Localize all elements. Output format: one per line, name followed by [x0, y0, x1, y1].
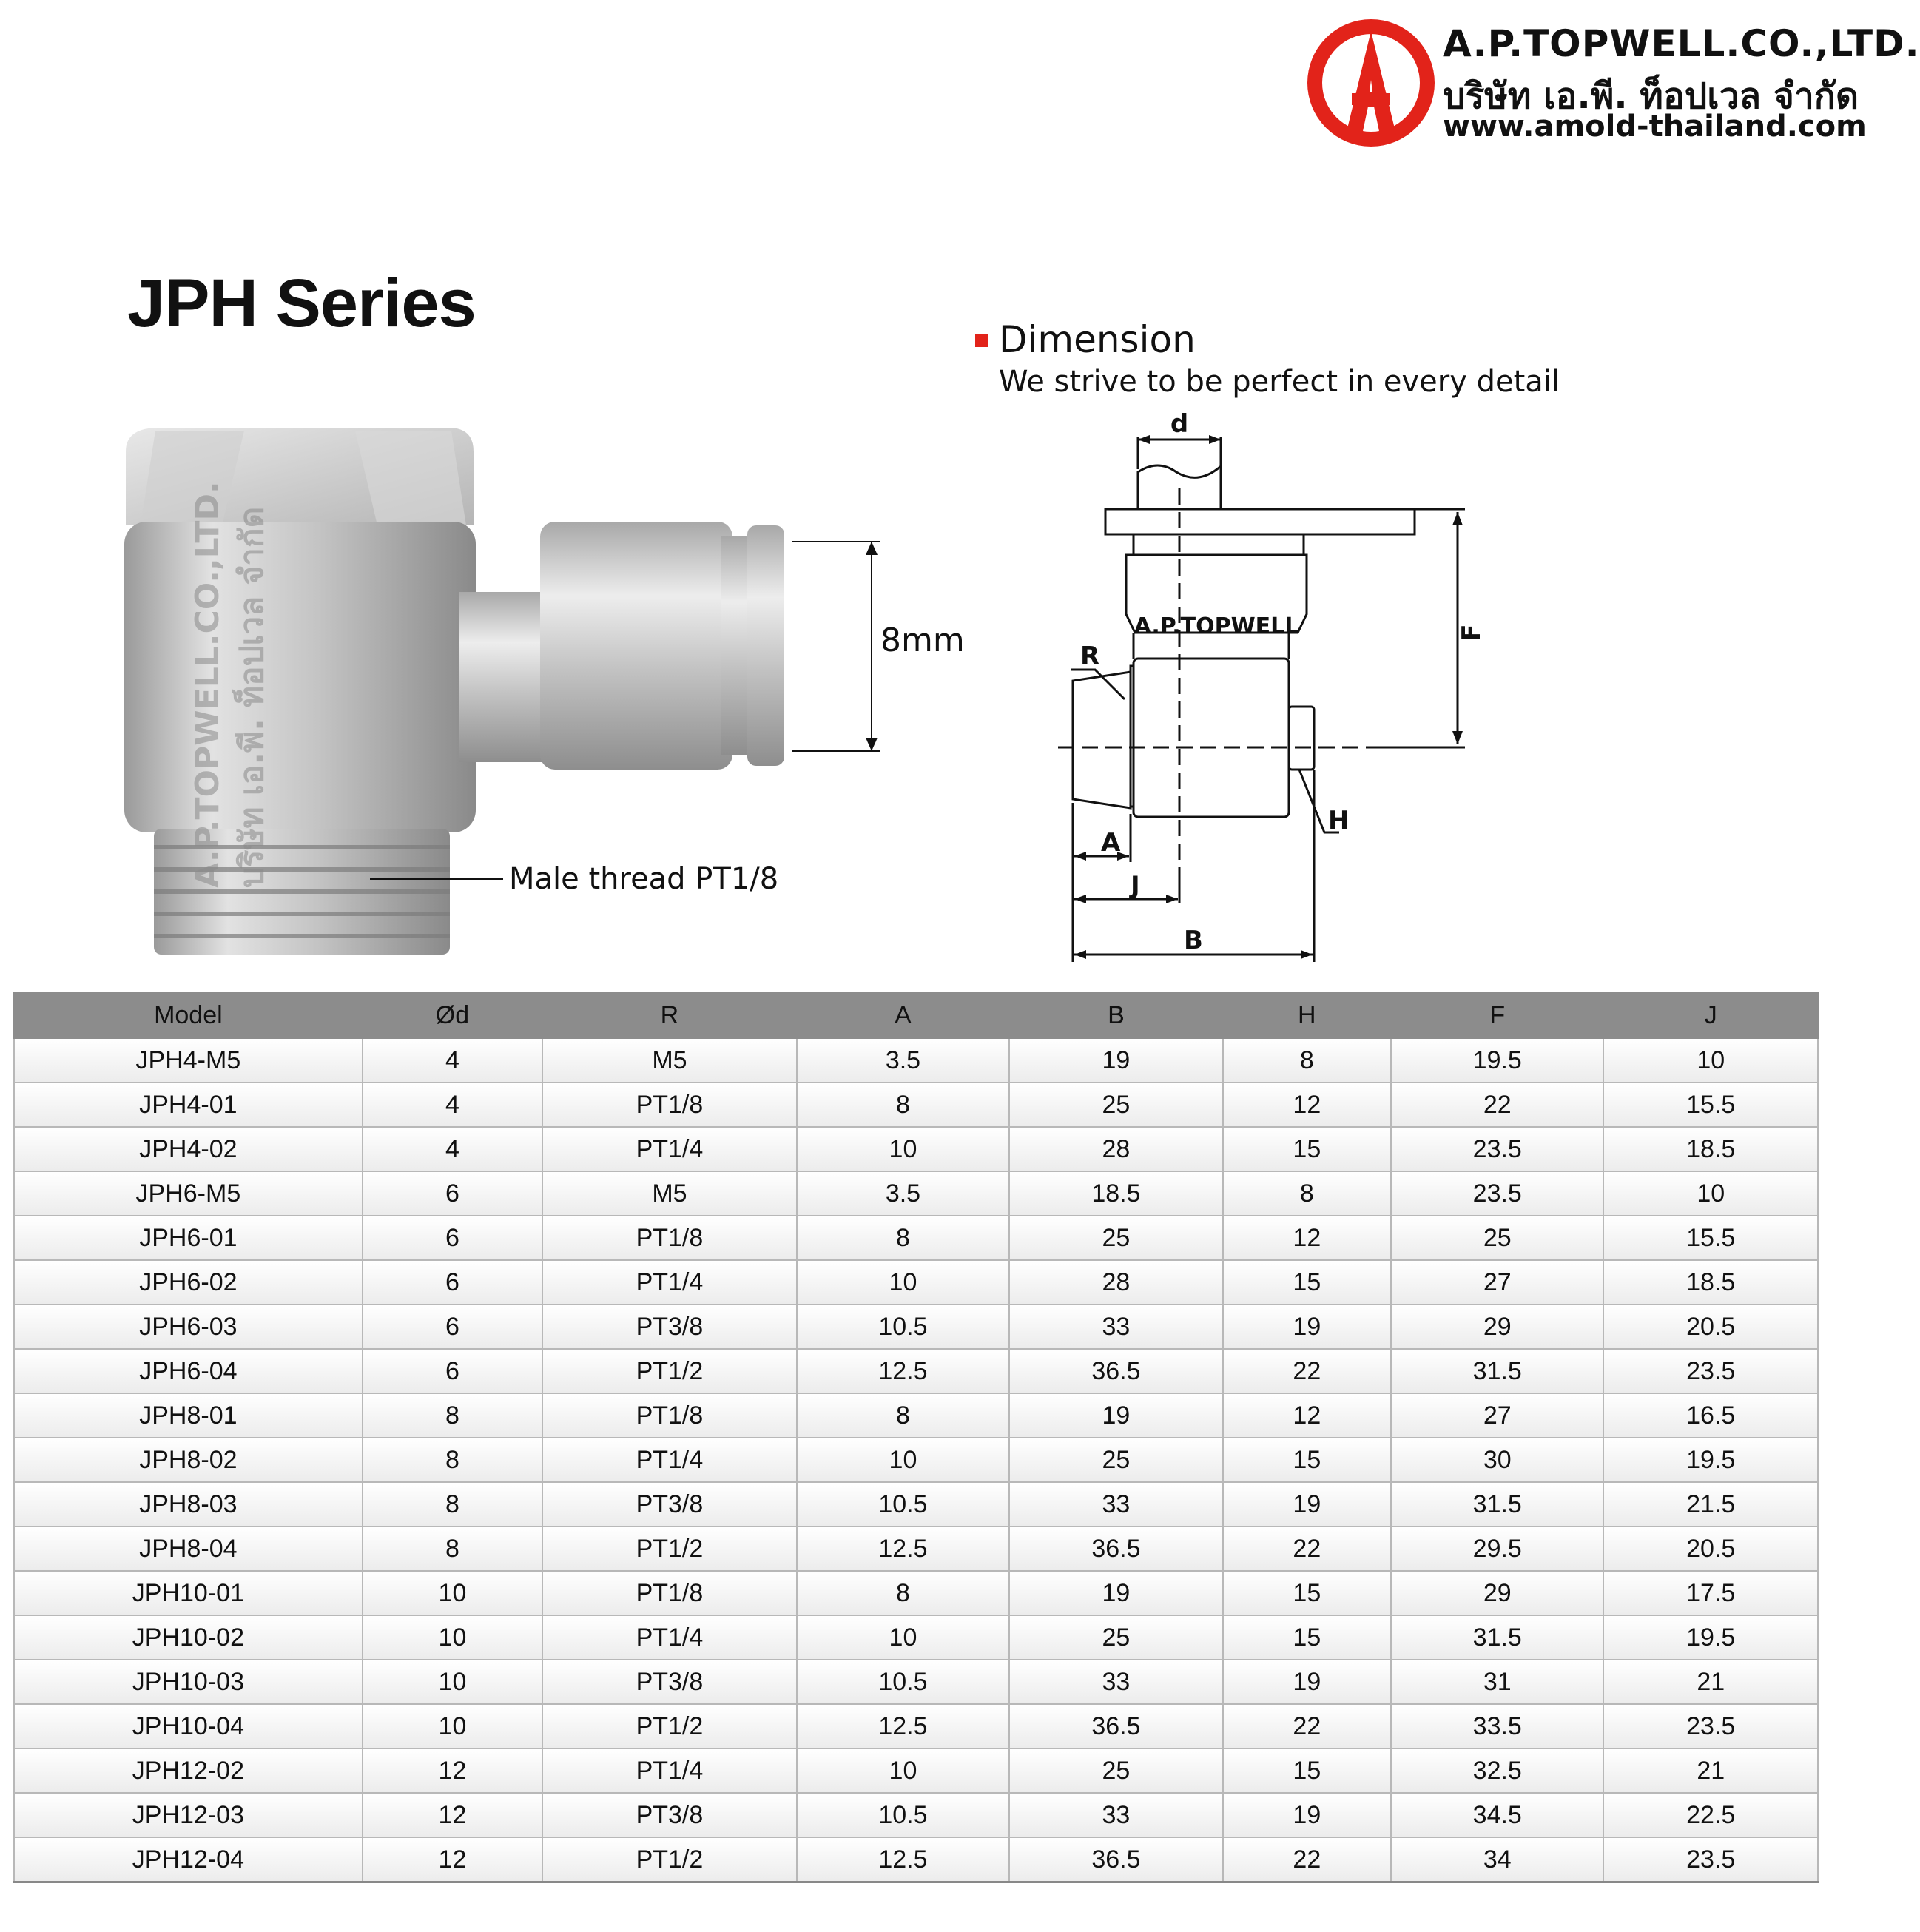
- table-row: [14, 1837, 1818, 1882]
- jph-dimension-drawing: [1080, 409, 1546, 977]
- column-header: F: [1391, 992, 1603, 1038]
- drawing-label-f: F: [1457, 624, 1486, 642]
- column-header: J: [1603, 992, 1818, 1038]
- table-cell: 10.5: [797, 1482, 1009, 1527]
- company-name-en: A.P.TOPWELL.CO.,LTD.: [1443, 22, 1920, 65]
- table-cell: 10: [363, 1660, 542, 1704]
- table-cell: PT1/2: [542, 1837, 797, 1882]
- table-cell: 10: [363, 1571, 542, 1615]
- table-cell: 36.5: [1009, 1349, 1222, 1393]
- table-cell: 23.5: [1603, 1837, 1818, 1882]
- table-cell: 10.5: [797, 1660, 1009, 1704]
- table-cell: 12.5: [797, 1527, 1009, 1571]
- table-cell: 27: [1391, 1393, 1603, 1438]
- table-cell: 31.5: [1391, 1482, 1603, 1527]
- table-cell: PT1/2: [542, 1349, 797, 1393]
- table-cell: 10: [363, 1615, 542, 1660]
- table-cell: 6: [363, 1305, 542, 1349]
- dimension-subtitle: We strive to be perfect in every detail: [999, 365, 1560, 399]
- elbow-body: [124, 522, 476, 832]
- table-cell: 12.5: [797, 1704, 1009, 1748]
- table-cell: 10: [797, 1260, 1009, 1305]
- column-header: Model: [14, 992, 363, 1038]
- table-cell: 19.5: [1391, 1038, 1603, 1083]
- table-cell: 10: [1603, 1171, 1818, 1216]
- table-body: [14, 1038, 1818, 1882]
- table-cell: JPH4-01: [14, 1083, 363, 1127]
- company-website[interactable]: www.amold-thailand.com: [1443, 110, 1867, 144]
- table-cell: 4: [363, 1038, 542, 1083]
- table-row: [14, 1660, 1818, 1704]
- column-header: H: [1223, 992, 1391, 1038]
- table-cell: 21.5: [1603, 1482, 1818, 1527]
- release-collar: [747, 525, 784, 766]
- table-cell: JPH4-02: [14, 1127, 363, 1171]
- table-cell: 10.5: [797, 1793, 1009, 1837]
- drawing-body: [1134, 659, 1289, 817]
- table-cell: 19: [1223, 1482, 1391, 1527]
- table-cell: PT1/8: [542, 1083, 797, 1127]
- table-cell: 15: [1223, 1260, 1391, 1305]
- table-cell: 22: [1223, 1837, 1391, 1882]
- table-cell: 12.5: [797, 1349, 1009, 1393]
- table-cell: 15: [1223, 1571, 1391, 1615]
- table-cell: 15.5: [1603, 1216, 1818, 1260]
- table-cell: 10: [797, 1438, 1009, 1482]
- drawing-label-a: A: [1101, 828, 1121, 858]
- table-cell: 12: [363, 1748, 542, 1793]
- table-cell: 25: [1009, 1438, 1222, 1482]
- table-cell: 8: [363, 1482, 542, 1527]
- table-cell: 19.5: [1603, 1615, 1818, 1660]
- table-header-row: [14, 992, 1818, 1038]
- table-cell: 27: [1391, 1260, 1603, 1305]
- table-cell: 19: [1223, 1793, 1391, 1837]
- table-row: [14, 1171, 1818, 1216]
- table-cell: PT1/8: [542, 1393, 797, 1438]
- table-cell: 8: [797, 1083, 1009, 1127]
- table-cell: 23.5: [1603, 1349, 1818, 1393]
- table-cell: M5: [542, 1038, 797, 1083]
- table-cell: PT1/4: [542, 1748, 797, 1793]
- table-cell: 33: [1009, 1660, 1222, 1704]
- table-cell: PT1/4: [542, 1438, 797, 1482]
- table-cell: 20.5: [1603, 1305, 1818, 1349]
- table-cell: 29.5: [1391, 1527, 1603, 1571]
- table-cell: JPH4-M5: [14, 1038, 363, 1083]
- table-cell: 15: [1223, 1748, 1391, 1793]
- table-row: [14, 1349, 1818, 1393]
- table-cell: 33: [1009, 1793, 1222, 1837]
- table-cell: PT1/2: [542, 1704, 797, 1748]
- table-cell: 8: [363, 1438, 542, 1482]
- table-cell: JPH12-02: [14, 1748, 363, 1793]
- table-cell: 8: [1223, 1171, 1391, 1216]
- photo-watermark-en: A.P.TOPWELL.CO.,LTD.: [189, 481, 226, 888]
- table-cell: 19: [1009, 1571, 1222, 1615]
- table-cell: PT1/4: [542, 1260, 797, 1305]
- table-cell: 10.5: [797, 1305, 1009, 1349]
- table-row: [14, 1038, 1818, 1083]
- column-header: Ød: [363, 992, 542, 1038]
- table-cell: 25: [1009, 1748, 1222, 1793]
- table-cell: PT3/8: [542, 1793, 797, 1837]
- table-cell: 25: [1009, 1083, 1222, 1127]
- table-row: [14, 1527, 1818, 1571]
- table-row: [14, 1216, 1818, 1260]
- drawing-label-h: H: [1328, 806, 1350, 835]
- table-cell: 20.5: [1603, 1527, 1818, 1571]
- table-cell: 28: [1009, 1127, 1222, 1171]
- table-cell: 12: [1223, 1393, 1391, 1438]
- table-cell: 31.5: [1391, 1615, 1603, 1660]
- table-cell: 12: [1223, 1083, 1391, 1127]
- table-cell: 33: [1009, 1305, 1222, 1349]
- table-cell: 16.5: [1603, 1393, 1818, 1438]
- table-row: [14, 1793, 1818, 1837]
- table-cell: JPH12-03: [14, 1793, 363, 1837]
- table-cell: 8: [797, 1216, 1009, 1260]
- table-cell: 15: [1223, 1438, 1391, 1482]
- table-cell: 36.5: [1009, 1527, 1222, 1571]
- tube-size-label: 8mm: [880, 622, 965, 659]
- table-cell: 8: [1223, 1038, 1391, 1083]
- spec-table: [13, 992, 1819, 1883]
- table-cell: 10: [797, 1615, 1009, 1660]
- table-cell: 19: [1223, 1305, 1391, 1349]
- table-cell: 4: [363, 1083, 542, 1127]
- push-in-body: [540, 522, 732, 770]
- table-cell: JPH10-02: [14, 1615, 363, 1660]
- table-cell: 22: [1223, 1704, 1391, 1748]
- table-cell: M5: [542, 1171, 797, 1216]
- table-row: [14, 1748, 1818, 1793]
- table-cell: JPH12-04: [14, 1837, 363, 1882]
- table-cell: 19: [1009, 1393, 1222, 1438]
- table-cell: 34.5: [1391, 1793, 1603, 1837]
- table-cell: 10: [797, 1748, 1009, 1793]
- table-row: [14, 1083, 1818, 1127]
- table-cell: 6: [363, 1171, 542, 1216]
- table-cell: 28: [1009, 1260, 1222, 1305]
- table-cell: PT1/4: [542, 1615, 797, 1660]
- table-cell: 34: [1391, 1837, 1603, 1882]
- table-cell: 15.5: [1603, 1083, 1818, 1127]
- table-cell: 3.5: [797, 1171, 1009, 1216]
- table-cell: 36.5: [1009, 1837, 1222, 1882]
- table-cell: 23.5: [1603, 1704, 1818, 1748]
- table-cell: 12: [363, 1837, 542, 1882]
- table-cell: 19: [1223, 1660, 1391, 1704]
- table-row: [14, 1704, 1818, 1748]
- table-cell: JPH10-03: [14, 1660, 363, 1704]
- table-cell: 10: [363, 1704, 542, 1748]
- table-cell: 22: [1223, 1527, 1391, 1571]
- table-cell: 6: [363, 1260, 542, 1305]
- table-cell: 4: [363, 1127, 542, 1171]
- drawing-brand: A.P.TOPWELL: [1134, 613, 1299, 639]
- table-cell: JPH6-02: [14, 1260, 363, 1305]
- table-row: [14, 1438, 1818, 1482]
- drawing-thread: [1073, 672, 1131, 808]
- table-cell: 25: [1391, 1216, 1603, 1260]
- table-row: [14, 1571, 1818, 1615]
- table-cell: 29: [1391, 1571, 1603, 1615]
- drawing-label-d: d: [1170, 409, 1189, 439]
- table-cell: 33.5: [1391, 1704, 1603, 1748]
- table-cell: PT1/8: [542, 1216, 797, 1260]
- drawing-label-j: J: [1131, 871, 1140, 901]
- table-cell: 21: [1603, 1748, 1818, 1793]
- table-cell: JPH6-M5: [14, 1171, 363, 1216]
- table-cell: 8: [363, 1393, 542, 1438]
- table-cell: 10: [1603, 1038, 1818, 1083]
- table-cell: PT3/8: [542, 1482, 797, 1527]
- table-cell: 12: [1223, 1216, 1391, 1260]
- table-cell: 8: [797, 1571, 1009, 1615]
- table-cell: JPH6-04: [14, 1349, 363, 1393]
- column-header: A: [797, 992, 1009, 1038]
- drawing-label-r: R: [1080, 642, 1100, 671]
- table-cell: 30: [1391, 1438, 1603, 1482]
- table-cell: 10: [797, 1127, 1009, 1171]
- table-cell: 25: [1009, 1216, 1222, 1260]
- dimension-heading: Dimension: [999, 318, 1196, 361]
- table-cell: JPH8-04: [14, 1527, 363, 1571]
- table-cell: 25: [1009, 1615, 1222, 1660]
- table-cell: 18.5: [1009, 1171, 1222, 1216]
- company-name-th: บริษัท เอ.พี. ท็อปเวล จำกัด: [1443, 75, 1859, 117]
- drawing-top-plate: [1105, 509, 1415, 534]
- table-cell: JPH6-01: [14, 1216, 363, 1260]
- table-cell: PT3/8: [542, 1305, 797, 1349]
- table-cell: 6: [363, 1216, 542, 1260]
- table-row: [14, 1260, 1818, 1305]
- table-cell: 21: [1603, 1660, 1818, 1704]
- table-cell: 33: [1009, 1482, 1222, 1527]
- table-cell: 23.5: [1391, 1127, 1603, 1171]
- table-cell: 18.5: [1603, 1260, 1818, 1305]
- thread-label: Male thread PT1/8: [509, 862, 779, 896]
- table-cell: PT1/4: [542, 1127, 797, 1171]
- table-cell: 22.5: [1603, 1793, 1818, 1837]
- table-cell: JPH8-02: [14, 1438, 363, 1482]
- table-cell: 23.5: [1391, 1171, 1603, 1216]
- table-cell: PT1/8: [542, 1571, 797, 1615]
- table-cell: 17.5: [1603, 1571, 1818, 1615]
- table-cell: 19.5: [1603, 1438, 1818, 1482]
- table-row: [14, 1393, 1818, 1438]
- table-cell: 36.5: [1009, 1704, 1222, 1748]
- table-cell: 22: [1391, 1083, 1603, 1127]
- table-cell: 19: [1009, 1038, 1222, 1083]
- table-cell: JPH10-04: [14, 1704, 363, 1748]
- table-cell: JPH6-03: [14, 1305, 363, 1349]
- table-cell: 15: [1223, 1127, 1391, 1171]
- table-cell: 8: [363, 1527, 542, 1571]
- table-cell: 3.5: [797, 1038, 1009, 1083]
- table-cell: JPH8-03: [14, 1482, 363, 1527]
- table-row: [14, 1305, 1818, 1349]
- table-cell: PT1/2: [542, 1527, 797, 1571]
- table-cell: 12.5: [797, 1837, 1009, 1882]
- table-cell: 12: [363, 1793, 542, 1837]
- column-header: B: [1009, 992, 1222, 1038]
- table-cell: 32.5: [1391, 1748, 1603, 1793]
- table-row: [14, 1615, 1818, 1660]
- table-cell: 22: [1223, 1349, 1391, 1393]
- table-cell: 18.5: [1603, 1127, 1818, 1171]
- company-logo: [1304, 16, 1438, 149]
- table-cell: PT3/8: [542, 1660, 797, 1704]
- table-cell: 8: [797, 1393, 1009, 1438]
- photo-watermark-th: บริษัท เอ.พี. ท็อปเวล จำกัด: [233, 506, 271, 888]
- column-header: R: [542, 992, 797, 1038]
- drawing-label-b: B: [1184, 926, 1203, 955]
- table-row: [14, 1482, 1818, 1527]
- table-cell: 29: [1391, 1305, 1603, 1349]
- table-cell: JPH8-01: [14, 1393, 363, 1438]
- table-cell: 15: [1223, 1615, 1391, 1660]
- table-row: [14, 1127, 1818, 1171]
- page-title: JPH Series: [127, 266, 476, 341]
- bullet-icon: [975, 334, 988, 347]
- table-cell: JPH10-01: [14, 1571, 363, 1615]
- table-cell: 31.5: [1391, 1349, 1603, 1393]
- table-cell: 6: [363, 1349, 542, 1393]
- table-cell: 31: [1391, 1660, 1603, 1704]
